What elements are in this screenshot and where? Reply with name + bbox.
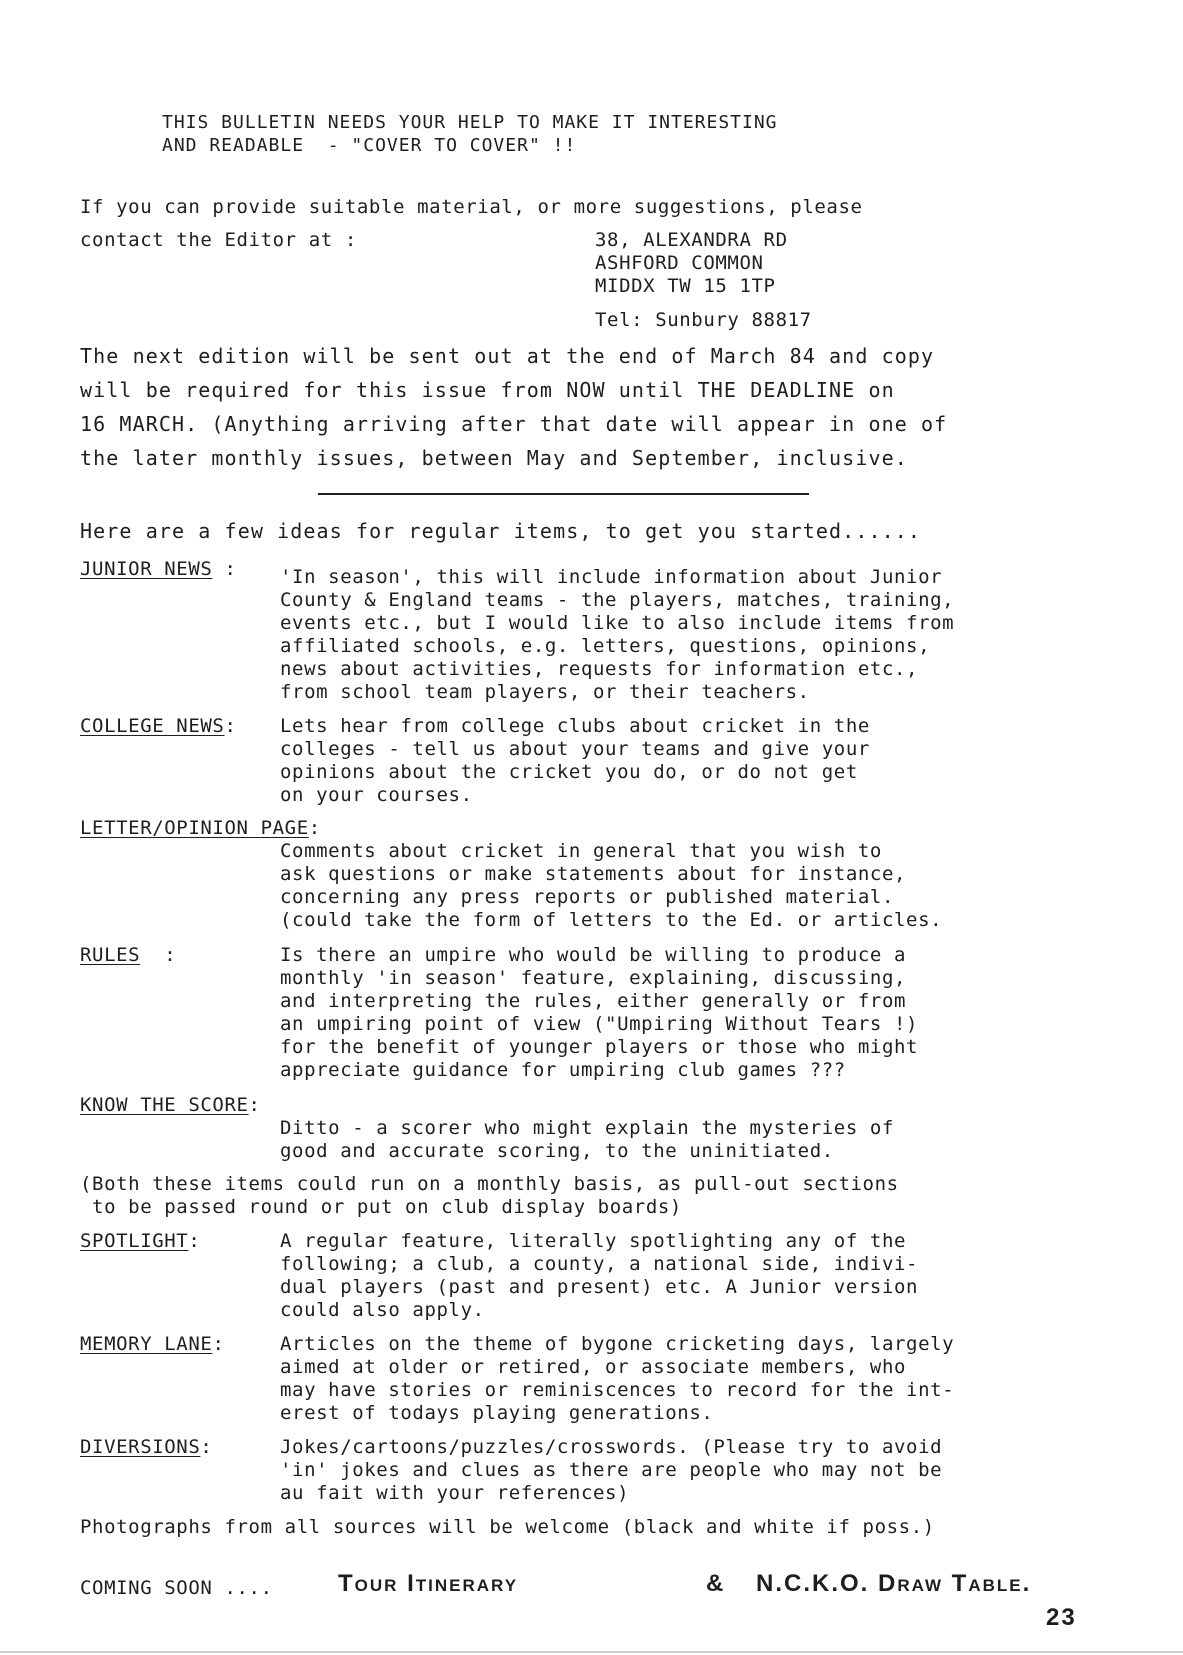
rules-line-3: and interpreting the rules, either generally or from [280,990,907,1012]
know-the-score-heading [80,1094,261,1116]
memory-lane-sep: : [212,1333,225,1355]
college-news-heading [80,715,237,737]
rules-line-4: an umpiring point of view ("Umpiring Without Tears !) [280,1013,919,1035]
spotlight-sep: : [188,1230,201,1252]
section-divider [318,493,809,495]
deadline-line-4: the later monthly issues, between May and September, inclusive. [80,446,908,470]
address-line-1: 38, ALEXANDRA RD [595,229,788,251]
rules-line-2: monthly 'in season' feature, explaining, discussing, [280,967,907,989]
photographs-note: Photographs from all sources will be welcome (black and white if poss.) [80,1516,935,1538]
ampersand-handwritten: & [706,1570,726,1597]
know-the-score-label: KNOW THE SCORE [80,1094,249,1116]
junior-news-line-5: news about activities, requests for information etc., [280,658,919,680]
diversions-line-3: au fait with your references) [280,1482,630,1504]
spotlight-line-4: could also apply. [280,1299,485,1321]
header-line-2: AND READABLE - "COVER TO COVER" !! [162,135,577,156]
diversions-label: DIVERSIONS [80,1436,201,1458]
junior-news-line-3: events etc., but I would like to also include items from [280,612,955,634]
contact-intro-2: contact the Editor at : [80,229,357,251]
tour-itinerary-handwritten: Tour Itinerary [338,1570,519,1597]
header-line-1: THIS BULLETIN NEEDS YOUR HELP TO MAKE IT INTERESTING [162,112,778,133]
junior-news-sep: : [224,558,237,580]
know-the-score-line-2: good and accurate scoring, to the uninitiated. [280,1140,834,1162]
college-news-line-4: on your courses. [280,784,473,806]
college-news-line-2: colleges - tell us about your teams and give your [280,738,870,760]
letter-opinion-line-1: Comments about cricket in general that you wish to [280,840,882,862]
diversions-line-2: 'in' jokes and clues as there are people who may not be [280,1459,943,1481]
address-line-2: ASHFORD COMMON [595,252,764,274]
ncko-draw-table-handwritten: N.C.K.O. Draw Table. [756,1570,1032,1597]
memory-lane-line-3: may have stories or reminiscences to record for the int- [280,1379,955,1401]
contact-intro-1: If you can provide suitable material, or more suggestions, please [80,196,863,218]
spotlight-heading [80,1230,200,1252]
rules-label: RULES [80,944,141,966]
junior-news-line-1: 'In season', this will include information about Junior [280,566,943,588]
memory-lane-line-4: erest of todays playing generations. [280,1402,714,1424]
letter-opinion-heading [80,817,321,839]
deadline-line-2: will be required for this issue from NOW until THE DEADLINE on [80,378,895,402]
diversions-sep: : [200,1436,213,1458]
coming-soon-label: COMING SOON .... [80,1577,273,1599]
know-the-score-sep: : [248,1094,261,1116]
spotlight-line-1: A regular feature, literally spotlighting any of the [280,1230,907,1252]
college-news-label: COLLEGE NEWS [80,715,225,737]
memory-lane-heading [80,1333,224,1355]
page-bottom-edge [0,1651,1183,1653]
junior-news-line-2: County & England teams - the players, matches, training, [280,589,955,611]
junior-news-line-4: affiliated schools, e.g. letters, questions, opinions, [280,635,931,657]
diversions-heading [80,1436,212,1458]
memory-lane-label: MEMORY LANE [80,1333,213,1355]
both-items-note-2: to be passed round or put on club display boards) [80,1196,682,1218]
letter-opinion-label: LETTER/OPINION PAGE [80,817,309,839]
college-news-sep: : [224,715,237,737]
junior-news-line-6: from school team players, or their teachers. [280,681,810,703]
junior-news-label: JUNIOR NEWS [80,558,213,580]
diversions-line-1: Jokes/cartoons/puzzles/crosswords. (Please try to avoid [280,1436,943,1458]
letter-opinion-line-4: (could take the form of letters to the Ed. or articles. [280,909,943,931]
rules-line-1: Is there an umpire who would be willing to produce a [280,944,907,966]
letter-opinion-line-2: ask questions or make statements about for instance, [280,863,907,885]
address-line-3: MIDDX TW 15 1TP [595,275,776,297]
rules-line-6: appreciate guidance for umpiring club games ??? [280,1059,846,1081]
letter-opinion-line-3: concerning any press reports or published material. [280,886,894,908]
deadline-line-1: The next edition will be sent out at the end of March 84 and copy [80,344,935,368]
deadline-line-3: 16 MARCH. (Anything arriving after that date will appear in one of [80,412,948,436]
spotlight-line-3: dual players (past and present) etc. A Junior version [280,1276,919,1298]
college-news-line-1: Lets hear from college clubs about cricket in the [280,715,870,737]
letter-opinion-sep: : [308,817,321,839]
know-the-score-line-1: Ditto - a scorer who might explain the mysteries of [280,1117,894,1139]
spotlight-label: SPOTLIGHT [80,1230,189,1252]
page-number: 23 [1046,1604,1077,1631]
memory-lane-line-2: aimed at older or retired, or associate members, who [280,1356,907,1378]
rules-sep: : [164,944,177,966]
college-news-line-3: opinions about the cricket you do, or do not get [280,761,858,783]
telephone: Tel: Sunbury 88817 [595,309,812,331]
both-items-note-1: (Both these items could run on a monthly basis, as pull-out sections [80,1173,899,1195]
ideas-intro: Here are a few ideas for regular items, to get you started...... [80,519,922,543]
junior-news-heading [80,558,237,580]
rules-line-5: for the benefit of younger players or those who might [280,1036,919,1058]
memory-lane-line-1: Articles on the theme of bygone cricketing days, largely [280,1333,955,1355]
spotlight-line-2: following; a club, a county, a national side, indivi- [280,1253,919,1275]
rules-heading [80,944,176,966]
